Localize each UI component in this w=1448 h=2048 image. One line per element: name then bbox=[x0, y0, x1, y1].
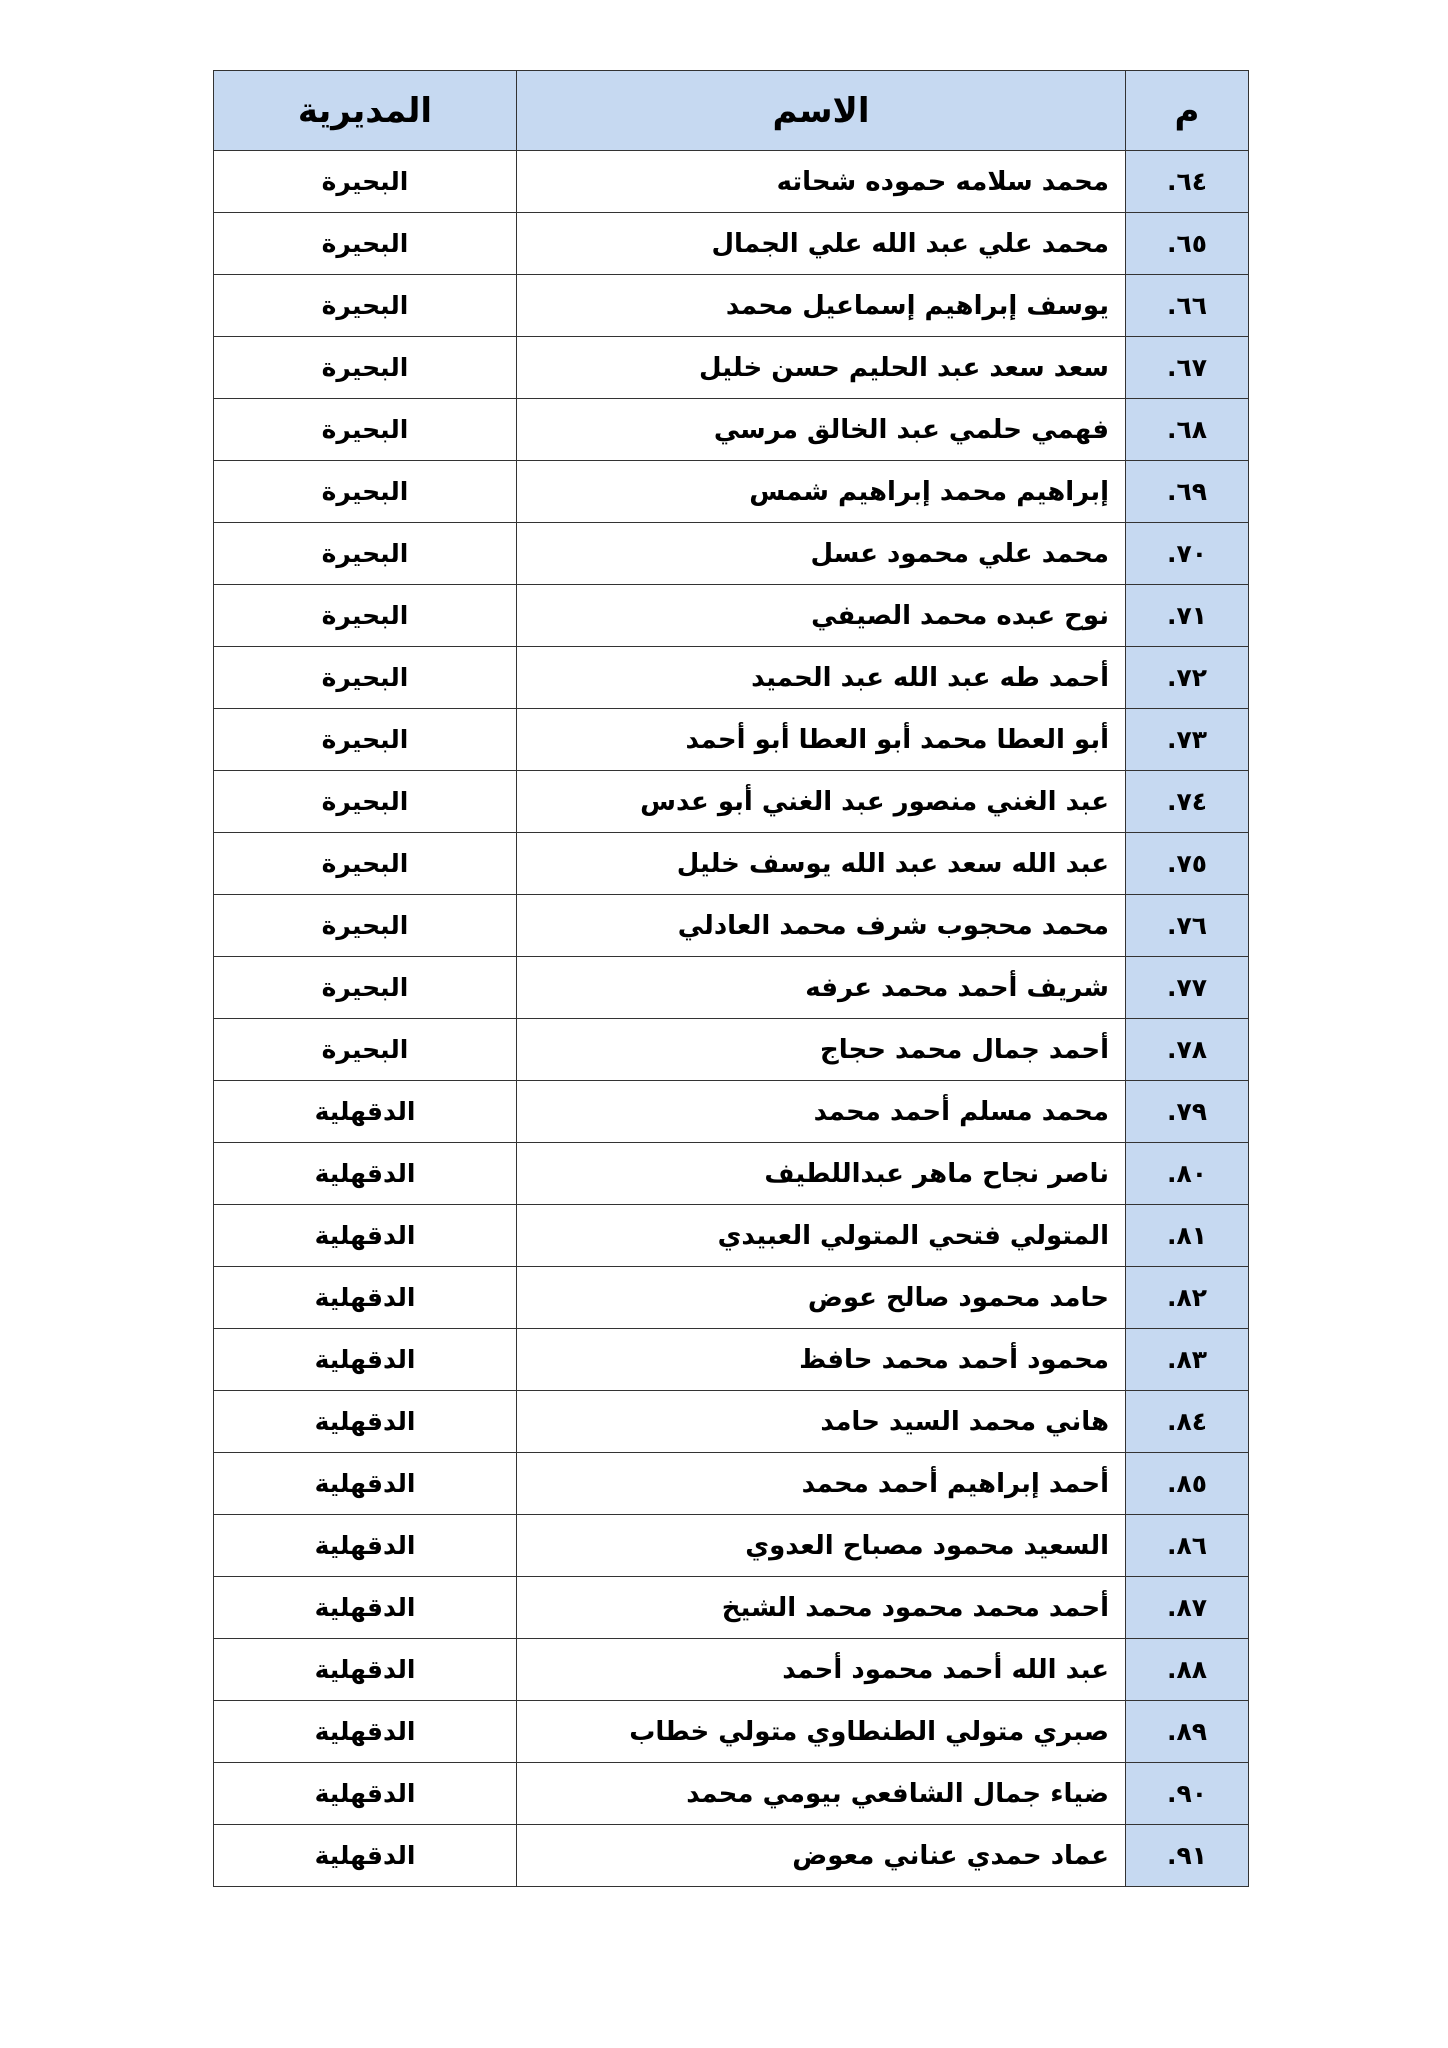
row-index: ٨٦. bbox=[1126, 1515, 1249, 1577]
row-name: فهمي حلمي عبد الخالق مرسي bbox=[517, 399, 1126, 461]
row-index: ٨٠. bbox=[1126, 1143, 1249, 1205]
row-directorate: الدقهلية bbox=[214, 1577, 517, 1639]
row-index: ٨٤. bbox=[1126, 1391, 1249, 1453]
row-index: ٦٦. bbox=[1126, 275, 1249, 337]
row-index: ٧٤. bbox=[1126, 771, 1249, 833]
row-index: ٨١. bbox=[1126, 1205, 1249, 1267]
row-directorate: البحيرة bbox=[214, 585, 517, 647]
header-row bbox=[214, 71, 1249, 151]
table-row bbox=[214, 1019, 1249, 1081]
row-name: حامد محمود صالح عوض bbox=[517, 1267, 1126, 1329]
row-index: ٦٤. bbox=[1126, 151, 1249, 213]
table-row bbox=[214, 1081, 1249, 1143]
table-row bbox=[214, 709, 1249, 771]
row-index: ٦٩. bbox=[1126, 461, 1249, 523]
table-row bbox=[214, 461, 1249, 523]
row-index: ٦٧. bbox=[1126, 337, 1249, 399]
table-row bbox=[214, 399, 1249, 461]
row-index: ٨٧. bbox=[1126, 1577, 1249, 1639]
table-row bbox=[214, 1267, 1249, 1329]
row-name: ناصر نجاح ماهر عبداللطيف bbox=[517, 1143, 1126, 1205]
row-index: ٧٧. bbox=[1126, 957, 1249, 1019]
row-name: أحمد جمال محمد حجاج bbox=[517, 1019, 1126, 1081]
row-directorate: الدقهلية bbox=[214, 1205, 517, 1267]
row-name: سعد سعد عبد الحليم حسن خليل bbox=[517, 337, 1126, 399]
table-row bbox=[214, 1825, 1249, 1887]
header-name: الاسم bbox=[517, 71, 1126, 151]
table-row bbox=[214, 1577, 1249, 1639]
table-row bbox=[214, 1639, 1249, 1701]
row-index: ٧٦. bbox=[1126, 895, 1249, 957]
row-directorate: الدقهلية bbox=[214, 1701, 517, 1763]
row-directorate: الدقهلية bbox=[214, 1825, 517, 1887]
row-directorate: الدقهلية bbox=[214, 1143, 517, 1205]
row-name: إبراهيم محمد إبراهيم شمس bbox=[517, 461, 1126, 523]
row-directorate: البحيرة bbox=[214, 461, 517, 523]
row-name: هاني محمد السيد حامد bbox=[517, 1391, 1126, 1453]
row-name: ضياء جمال الشافعي بيومي محمد bbox=[517, 1763, 1126, 1825]
row-name: محمد محجوب شرف محمد العادلي bbox=[517, 895, 1126, 957]
row-directorate: البحيرة bbox=[214, 275, 517, 337]
row-directorate: الدقهلية bbox=[214, 1267, 517, 1329]
row-name: محمود أحمد محمد حافظ bbox=[517, 1329, 1126, 1391]
row-directorate: البحيرة bbox=[214, 213, 517, 275]
row-index: ٩٠. bbox=[1126, 1763, 1249, 1825]
row-index: ٧٣. bbox=[1126, 709, 1249, 771]
row-directorate: البحيرة bbox=[214, 1019, 517, 1081]
row-index: ٧٠. bbox=[1126, 523, 1249, 585]
table-row bbox=[214, 957, 1249, 1019]
row-index: ٧٢. bbox=[1126, 647, 1249, 709]
row-name: شريف أحمد محمد عرفه bbox=[517, 957, 1126, 1019]
table-row bbox=[214, 1515, 1249, 1577]
row-name: محمد علي محمود عسل bbox=[517, 523, 1126, 585]
row-index: ٧١. bbox=[1126, 585, 1249, 647]
table-row bbox=[214, 771, 1249, 833]
table-row bbox=[214, 151, 1249, 213]
row-index: ٨٩. bbox=[1126, 1701, 1249, 1763]
row-name: أحمد طه عبد الله عبد الحميد bbox=[517, 647, 1126, 709]
row-name: نوح عبده محمد الصيفي bbox=[517, 585, 1126, 647]
table-header bbox=[214, 71, 1249, 151]
row-directorate: البحيرة bbox=[214, 523, 517, 585]
row-name: محمد مسلم أحمد محمد bbox=[517, 1081, 1126, 1143]
row-directorate: البحيرة bbox=[214, 833, 517, 895]
table-row bbox=[214, 275, 1249, 337]
row-directorate: البحيرة bbox=[214, 151, 517, 213]
row-directorate: الدقهلية bbox=[214, 1639, 517, 1701]
header-directorate: المديرية bbox=[214, 71, 517, 151]
row-index: ٧٩. bbox=[1126, 1081, 1249, 1143]
table-row bbox=[214, 1453, 1249, 1515]
row-directorate: الدقهلية bbox=[214, 1453, 517, 1515]
table-row bbox=[214, 1329, 1249, 1391]
table-row bbox=[214, 1391, 1249, 1453]
row-name: أحمد إبراهيم أحمد محمد bbox=[517, 1453, 1126, 1515]
row-name: عبد الغني منصور عبد الغني أبو عدس bbox=[517, 771, 1126, 833]
table-row bbox=[214, 1701, 1249, 1763]
row-directorate: الدقهلية bbox=[214, 1763, 517, 1825]
row-name: المتولي فتحي المتولي العبيدي bbox=[517, 1205, 1126, 1267]
row-name: محمد علي عبد الله علي الجمال bbox=[517, 213, 1126, 275]
row-directorate: البحيرة bbox=[214, 337, 517, 399]
table-row bbox=[214, 1205, 1249, 1267]
table-row bbox=[214, 1763, 1249, 1825]
row-name: عبد الله سعد عبد الله يوسف خليل bbox=[517, 833, 1126, 895]
row-index: ٦٥. bbox=[1126, 213, 1249, 275]
row-index: ٧٨. bbox=[1126, 1019, 1249, 1081]
row-name: صبري متولي الطنطاوي متولي خطاب bbox=[517, 1701, 1126, 1763]
row-name: عبد الله أحمد محمود أحمد bbox=[517, 1639, 1126, 1701]
row-index: ٨٣. bbox=[1126, 1329, 1249, 1391]
row-directorate: الدقهلية bbox=[214, 1081, 517, 1143]
header-index: م bbox=[1126, 71, 1249, 151]
row-index: ٨٢. bbox=[1126, 1267, 1249, 1329]
row-index: ٩١. bbox=[1126, 1825, 1249, 1887]
row-directorate: الدقهلية bbox=[214, 1515, 517, 1577]
row-name: السعيد محمود مصباح العدوي bbox=[517, 1515, 1126, 1577]
row-directorate: البحيرة bbox=[214, 399, 517, 461]
row-index: ٨٨. bbox=[1126, 1639, 1249, 1701]
row-index: ٧٥. bbox=[1126, 833, 1249, 895]
table-row bbox=[214, 337, 1249, 399]
row-directorate: البحيرة bbox=[214, 771, 517, 833]
row-index: ٨٥. bbox=[1126, 1453, 1249, 1515]
table-row bbox=[214, 523, 1249, 585]
table-row bbox=[214, 895, 1249, 957]
row-directorate: البحيرة bbox=[214, 647, 517, 709]
row-name: أبو العطا محمد أبو العطا أبو أحمد bbox=[517, 709, 1126, 771]
names-table bbox=[213, 70, 1249, 1887]
table-row bbox=[214, 647, 1249, 709]
row-directorate: البحيرة bbox=[214, 895, 517, 957]
row-name: أحمد محمد محمود محمد الشيخ bbox=[517, 1577, 1126, 1639]
table-row bbox=[214, 585, 1249, 647]
row-name: عماد حمدي عناني معوض bbox=[517, 1825, 1126, 1887]
table-row bbox=[214, 1143, 1249, 1205]
row-directorate: البحيرة bbox=[214, 957, 517, 1019]
row-name: يوسف إبراهيم إسماعيل محمد bbox=[517, 275, 1126, 337]
table-body bbox=[214, 151, 1249, 1887]
row-index: ٦٨. bbox=[1126, 399, 1249, 461]
table-row bbox=[214, 833, 1249, 895]
row-directorate: البحيرة bbox=[214, 709, 517, 771]
table-row bbox=[214, 213, 1249, 275]
row-directorate: الدقهلية bbox=[214, 1329, 517, 1391]
row-name: محمد سلامه حموده شحاته bbox=[517, 151, 1126, 213]
row-directorate: الدقهلية bbox=[214, 1391, 517, 1453]
